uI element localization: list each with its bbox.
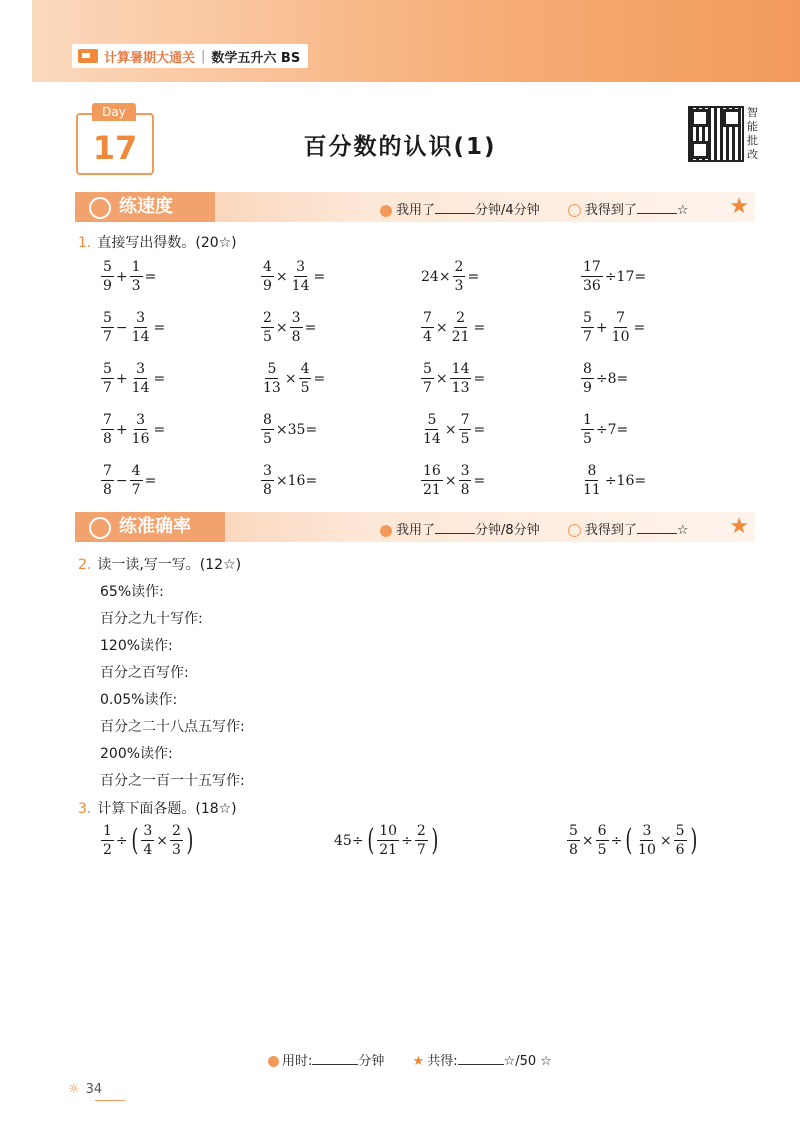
- q1-expression: [580, 413, 629, 446]
- fraction: [261, 311, 274, 344]
- operator: +: [115, 370, 128, 387]
- numerator: 1: [583, 412, 592, 428]
- q1-expression: [260, 413, 318, 446]
- section-speed-bar: [75, 192, 755, 222]
- q3-expression: [333, 824, 440, 857]
- operator: 24×: [421, 268, 451, 285]
- numerator: 7: [103, 412, 112, 428]
- operator: =: [633, 319, 646, 336]
- numerator: 16: [423, 463, 441, 479]
- numerator: 4: [131, 463, 141, 479]
- fraction: [421, 413, 443, 446]
- denominator: 7: [103, 380, 112, 396]
- numerator: 3: [296, 259, 306, 275]
- denominator: 14: [131, 329, 150, 345]
- q1-expression: [420, 260, 480, 293]
- denominator: 6: [675, 842, 685, 858]
- numerator: 2: [456, 310, 466, 326]
- check-icon: [568, 524, 581, 537]
- total-score-blank[interactable]: [458, 1052, 504, 1065]
- operator: +: [115, 268, 128, 285]
- qr-caption: 智能批改: [747, 106, 758, 161]
- denominator: 8: [103, 431, 112, 447]
- operator: ÷8=: [595, 370, 629, 387]
- numerator: 8: [263, 412, 272, 428]
- fraction: [170, 824, 183, 857]
- numerator: 4: [300, 361, 310, 377]
- numerator: 4: [263, 259, 272, 275]
- fraction: [101, 824, 114, 857]
- clock-icon: [380, 525, 392, 537]
- operator: =: [144, 472, 157, 489]
- operator: =: [473, 472, 486, 489]
- footer-summary: 用时: 分钟 ★ 共得: ☆/50 ☆: [268, 1050, 552, 1069]
- q1-expression: [100, 413, 166, 446]
- read-write-item: 65%读作:: [100, 584, 164, 600]
- numerator: 10: [379, 823, 398, 839]
- operator: ÷16=: [604, 472, 647, 489]
- denominator: 14: [131, 380, 150, 396]
- numerator: 3: [263, 463, 272, 479]
- operator: ÷: [610, 832, 623, 849]
- operator: =: [144, 268, 157, 285]
- read-write-item: 120%读作:: [100, 638, 173, 654]
- parenthesis: (: [131, 822, 139, 858]
- q1-expression: [580, 362, 629, 395]
- numerator: 5: [423, 361, 432, 377]
- separator: |: [201, 48, 206, 64]
- q1-expression: [580, 464, 647, 497]
- read-write-item: 百分之九十写作:: [100, 611, 203, 627]
- denominator: 9: [583, 380, 592, 396]
- numerator: 2: [416, 823, 426, 839]
- q3-expression: [100, 824, 196, 857]
- numerator: 5: [267, 361, 277, 377]
- fraction: [567, 824, 580, 857]
- fraction: [101, 260, 114, 293]
- denominator: 5: [597, 842, 607, 858]
- numerator: 5: [427, 412, 437, 428]
- header-band: [32, 0, 800, 82]
- parenthesis: ): [186, 822, 194, 858]
- denominator: 36: [583, 278, 601, 294]
- fraction: [421, 464, 443, 497]
- denominator: 14: [291, 278, 310, 294]
- section-speed-info: 我用了 分钟/4分钟 我得到了 ☆: [380, 199, 688, 218]
- numerator: 8: [583, 361, 592, 377]
- denominator: 3: [454, 278, 464, 294]
- fraction: [101, 464, 114, 497]
- fraction: [421, 311, 434, 344]
- q1-expression: [420, 464, 486, 497]
- numerator: 3: [136, 361, 146, 377]
- section-accuracy-label: 练准确率: [75, 512, 225, 542]
- fraction: [130, 311, 152, 344]
- fraction: [459, 413, 472, 446]
- fraction: [290, 311, 303, 344]
- fraction: [581, 260, 603, 293]
- q1-expression: [260, 311, 317, 344]
- score-blank[interactable]: [637, 201, 677, 214]
- sun-icon: ☼: [68, 1082, 80, 1097]
- numerator: 7: [103, 463, 112, 479]
- fraction: [130, 362, 152, 395]
- numerator: 17: [583, 259, 601, 275]
- fraction: [636, 824, 658, 857]
- operator: =: [473, 421, 486, 438]
- numerator: 5: [583, 310, 592, 326]
- q1-expression: [260, 362, 326, 395]
- page-number-underline: [95, 1100, 125, 1101]
- time-blank[interactable]: [435, 201, 475, 214]
- denominator: 10: [611, 329, 630, 345]
- parenthesis: (: [366, 822, 374, 858]
- operator: =: [313, 268, 326, 285]
- operator: ÷: [401, 832, 413, 849]
- operator: =: [153, 319, 166, 336]
- numerator: 2: [263, 310, 272, 326]
- series-name: 计算暑期大通关: [104, 50, 196, 66]
- denominator: 13: [263, 380, 281, 396]
- operator: =: [313, 370, 326, 387]
- numerator: 8: [587, 463, 597, 479]
- numerator: 3: [642, 823, 652, 839]
- denominator: 5: [460, 431, 470, 447]
- operator: ×35=: [275, 421, 318, 438]
- fraction: [261, 260, 274, 293]
- denominator: 4: [143, 842, 153, 858]
- denominator: 21: [451, 329, 470, 345]
- read-write-item: 百分之二十八点五写作:: [100, 719, 245, 735]
- fraction: [261, 362, 283, 395]
- day-number: 17: [92, 129, 138, 167]
- denominator: 8: [569, 842, 578, 858]
- day-label: Day: [92, 103, 136, 121]
- fraction: [130, 464, 143, 497]
- numerator: 5: [675, 823, 685, 839]
- fraction: [299, 362, 312, 395]
- fraction: [450, 362, 472, 395]
- q1-expression: [580, 260, 647, 293]
- q1-expression: [100, 260, 157, 293]
- read-write-item: 0.05%读作:: [100, 692, 178, 708]
- denominator: 7: [416, 842, 426, 858]
- question-3-heading: 3. 计算下面各题。(18☆): [78, 801, 237, 817]
- operator: ×: [275, 319, 288, 336]
- fraction: [596, 824, 609, 857]
- qr-code-icon[interactable]: [688, 106, 744, 162]
- star-decoration-icon: ★: [729, 194, 749, 219]
- denominator: 13: [451, 380, 470, 396]
- numerator: 3: [136, 310, 146, 326]
- star-icon: ★: [412, 1054, 425, 1069]
- numerator: 5: [569, 823, 578, 839]
- operator: −: [115, 319, 128, 336]
- fraction: [581, 464, 603, 497]
- denominator: 5: [583, 431, 592, 447]
- fraction: [421, 362, 434, 395]
- fraction: [130, 260, 143, 293]
- fraction: [130, 413, 152, 446]
- numerator: 5: [103, 310, 112, 326]
- q3-expression: [566, 824, 699, 857]
- star-decoration-icon: ★: [729, 514, 749, 539]
- operator: +: [595, 319, 608, 336]
- fraction: [450, 311, 472, 344]
- operator: ×: [435, 370, 448, 387]
- numerator: 2: [454, 259, 464, 275]
- denominator: 8: [103, 482, 112, 498]
- fraction: [453, 260, 466, 293]
- operator: ×16=: [275, 472, 318, 489]
- fraction: [261, 413, 274, 446]
- denominator: 5: [263, 431, 272, 447]
- series-banner: [72, 44, 308, 68]
- denominator: 3: [172, 842, 181, 858]
- fraction: [261, 464, 274, 497]
- q1-expression: [100, 362, 166, 395]
- denominator: 8: [263, 482, 272, 498]
- question-1-heading: 1. 直接写出得数。(20☆): [78, 235, 237, 251]
- operator: =: [473, 319, 486, 336]
- page-title: 百分数的认识(1): [303, 134, 497, 160]
- denominator: 2: [103, 842, 112, 858]
- denominator: 7: [103, 329, 112, 345]
- operator: ×: [284, 370, 297, 387]
- q1-expression: [580, 311, 646, 344]
- fraction: [377, 824, 399, 857]
- denominator: 8: [460, 482, 470, 498]
- section-speed-label: 练速度: [75, 192, 215, 222]
- operator: +: [115, 421, 128, 438]
- numerator: 3: [291, 310, 301, 326]
- fraction: [101, 413, 114, 446]
- denominator: 5: [300, 380, 310, 396]
- fraction: [581, 311, 594, 344]
- read-write-item: 百分之百写作:: [100, 665, 189, 681]
- fraction: [101, 362, 114, 395]
- parenthesis: (: [625, 822, 633, 858]
- operator: =: [473, 370, 486, 387]
- denominator: 21: [423, 482, 441, 498]
- operator: ×: [659, 832, 672, 849]
- operator: ×: [156, 832, 169, 849]
- denominator: 7: [131, 482, 141, 498]
- operator: ÷: [115, 832, 128, 849]
- check-icon: [568, 204, 581, 217]
- fraction: [101, 311, 114, 344]
- operator: ×: [444, 472, 457, 489]
- time-blank[interactable]: [435, 521, 475, 534]
- denominator: 8: [291, 329, 301, 345]
- operator: ×: [581, 832, 594, 849]
- operator: ×: [435, 319, 448, 336]
- grade-label: 数学五升六 BS: [211, 50, 301, 66]
- q1-expression: [100, 311, 166, 344]
- operator: ÷17=: [604, 268, 647, 285]
- read-write-item: 百分之一百一十五写作:: [100, 773, 245, 789]
- numerator: 3: [136, 412, 146, 428]
- numerator: 1: [131, 259, 141, 275]
- operator: ÷7=: [595, 421, 629, 438]
- numerator: 5: [103, 361, 112, 377]
- numerator: 14: [451, 361, 470, 377]
- stopwatch-icon: [89, 197, 111, 219]
- fraction: [415, 824, 428, 857]
- denominator: 16: [131, 431, 150, 447]
- read-write-item: 200%读作:: [100, 746, 173, 762]
- denominator: 11: [583, 482, 601, 498]
- numerator: 2: [172, 823, 181, 839]
- numerator: 3: [460, 463, 470, 479]
- operator: =: [153, 370, 166, 387]
- question-2-heading: 2. 读一读,写一写。(12☆): [78, 557, 242, 573]
- operator: 45÷: [334, 832, 364, 849]
- q1-expression: [260, 464, 318, 497]
- denominator: 7: [423, 380, 432, 396]
- clock-icon: [268, 1056, 279, 1067]
- fraction: [610, 311, 632, 344]
- operator: −: [115, 472, 128, 489]
- numerator: 6: [597, 823, 607, 839]
- denominator: 7: [583, 329, 592, 345]
- operator: =: [467, 268, 480, 285]
- denominator: 4: [423, 329, 432, 345]
- section-accuracy-bar: [75, 512, 755, 542]
- operator: ×: [275, 268, 288, 285]
- numerator: 5: [103, 259, 112, 275]
- denominator: 9: [263, 278, 272, 294]
- q1-expression: [420, 362, 486, 395]
- denominator: 3: [131, 278, 141, 294]
- q1-expression: [260, 260, 326, 293]
- fraction: [581, 413, 594, 446]
- total-time-blank[interactable]: [312, 1052, 358, 1065]
- parenthesis: ): [689, 822, 697, 858]
- numerator: 7: [616, 310, 626, 326]
- denominator: 9: [103, 278, 112, 294]
- numerator: 3: [143, 823, 153, 839]
- fraction: [141, 824, 154, 857]
- numerator: 7: [460, 412, 470, 428]
- page-number: ☼ 34: [68, 1082, 103, 1097]
- denominator: 5: [263, 329, 272, 345]
- numerator: 7: [423, 310, 432, 326]
- operator: =: [304, 319, 317, 336]
- fraction: [674, 824, 687, 857]
- q1-expression: [420, 413, 486, 446]
- q1-expression: [100, 464, 157, 497]
- book-logo-icon: [78, 49, 98, 63]
- fraction: [459, 464, 472, 497]
- target-icon: [89, 517, 111, 539]
- denominator: 14: [423, 431, 441, 447]
- q1-expression: [420, 311, 486, 344]
- fraction: [290, 260, 312, 293]
- score-blank[interactable]: [637, 521, 677, 534]
- denominator: 21: [379, 842, 398, 858]
- fraction: [581, 362, 594, 395]
- parenthesis: ): [431, 822, 439, 858]
- denominator: 10: [638, 842, 656, 858]
- operator: =: [153, 421, 166, 438]
- numerator: 1: [103, 823, 112, 839]
- operator: ×: [444, 421, 457, 438]
- section-accuracy-info: 我用了 分钟/8分钟 我得到了 ☆: [380, 519, 688, 538]
- clock-icon: [380, 205, 392, 217]
